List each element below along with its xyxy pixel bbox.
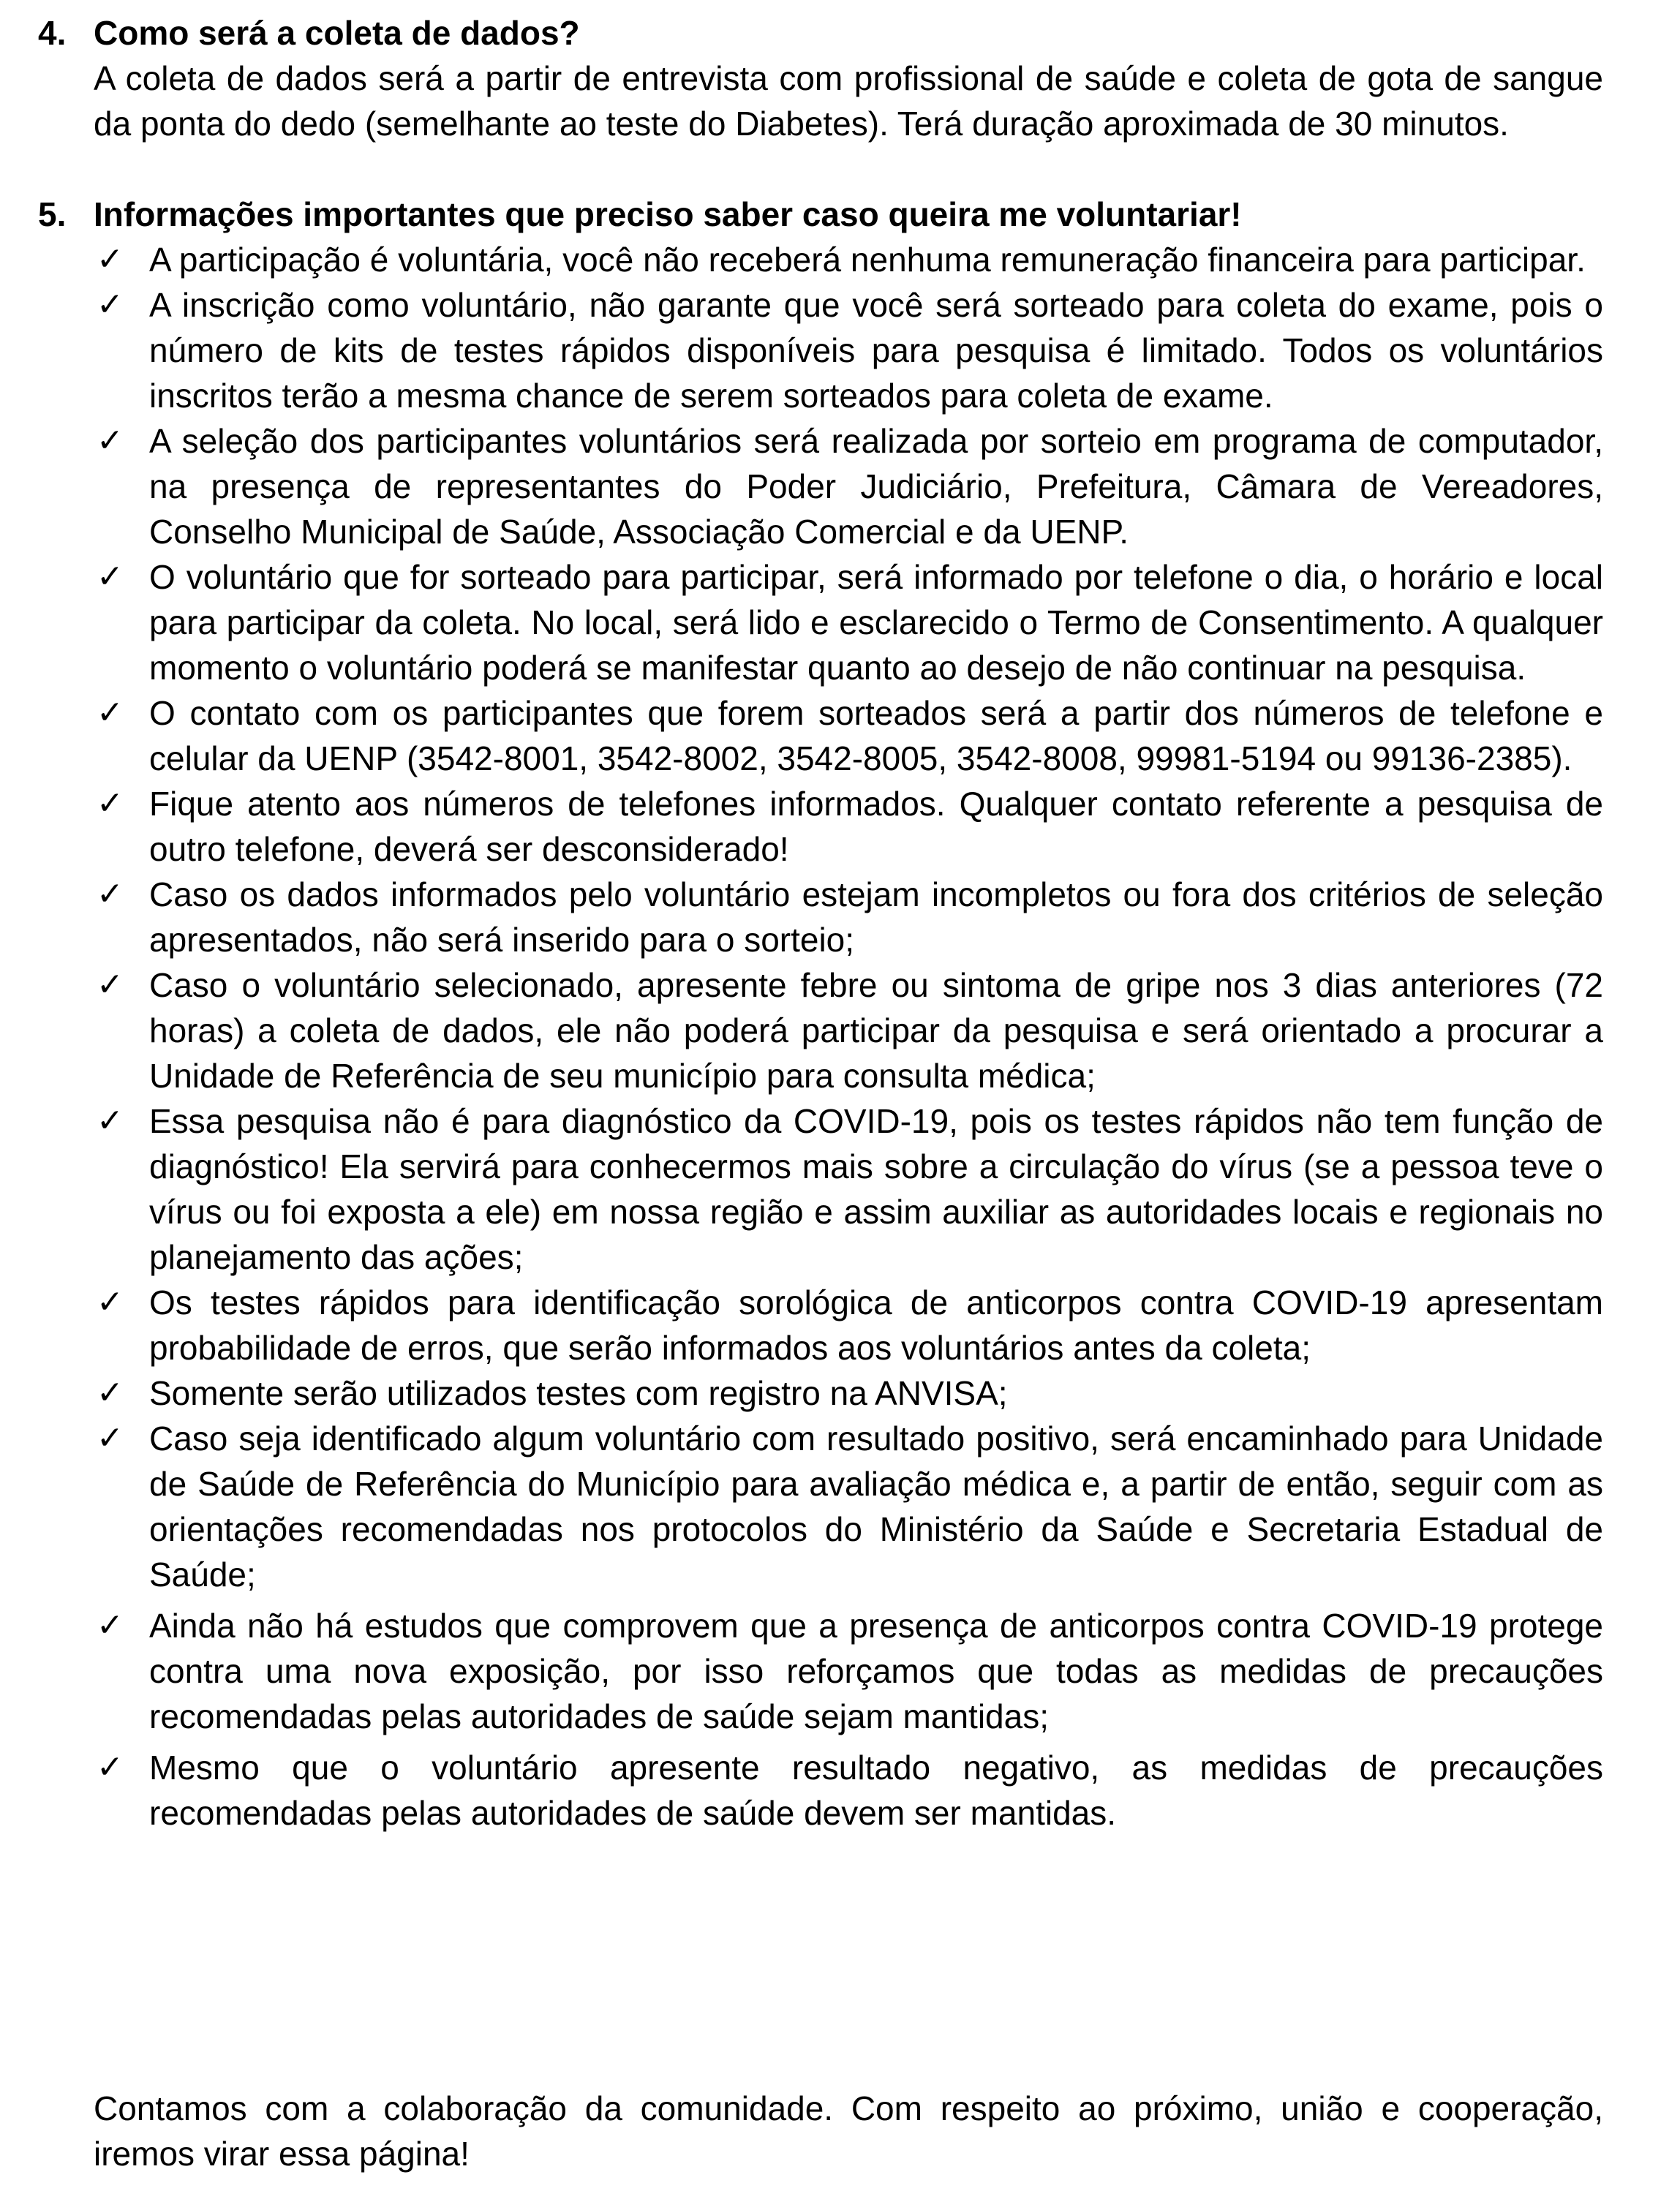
checkmark-icon: ✓ [97,286,124,323]
checklist-item [94,962,1603,1098]
section-5-heading: Informações importantes que preciso saber caso queira me voluntariar! [94,195,1242,233]
checklist-item-text: Fique atento aos números de telefones informados. Qualquer contato referente a pesquisa de outro telefone, deverá ser desconsiderado! [149,785,1603,868]
checklist-item [94,1603,1603,1739]
checklist-item-text: O voluntário que for sorteado para participar, será informado por telefone o dia, o horário e local para participar da coleta. No local, será lido e esclarecido o Termo de Consentimento. A qualquer momento o voluntário poderá se manifestar quanto ao desejo de não continuar na pesquisa. [149,558,1603,687]
section-4-body: A coleta de dados será a partir de entrevista com profissional de saúde e coleta de gota de sangue da ponta do dedo (semelhante ao teste do Diabetes). Terá duração aproximada de 30 minutos. [94,59,1603,143]
checklist-item-text: Ainda não há estudos que comprovem que a presença de anticorpos contra COVID-19 protege contra uma nova exposição, por isso reforçamos que todas as medidas de precauções recomendadas pelas autoridades de saúde sejam mantidas; [149,1607,1603,1735]
checklist-item-text: Essa pesquisa não é para diagnóstico da COVID-19, pois os testes rápidos não tem função de diagnóstico! Ela servirá para conhecermos mais sobre a circulação do vírus (se a pessoa teve o vírus ou foi exposta a ele) em nossa região e assim auxiliar as autoridades locais e regionais no planejamento das ações; [149,1102,1603,1276]
checkmark-icon: ✓ [97,558,124,595]
checklist-item [94,418,1603,554]
checklist-item [94,1745,1603,1836]
checkmark-icon: ✓ [97,422,124,459]
checklist-item [94,1280,1603,1370]
section-5 [38,192,1603,1836]
checkmark-icon: ✓ [97,1283,124,1321]
checklist-item-text: Caso o voluntário selecionado, apresente febre ou sintoma de gripe nos 3 dias anteriores (72 horas) a coleta de dados, ele não poderá participar da pesquisa e será orientado a procurar a Unidade de Referência de seu município para consulta médica; [149,966,1603,1095]
checklist-item [94,1416,1603,1597]
checklist-item [94,781,1603,872]
checklist-item [94,237,1603,282]
checklist-item-text: Caso seja identificado algum voluntário com resultado positivo, será encaminhado para Unidade de Saúde de Referência do Município para avaliação médica e, a partir de então, seguir com as orientações recomendadas nos protocolos do Ministério da Saúde e Secretaria Estadual de Saúde; [149,1419,1603,1594]
section-4 [38,10,1603,146]
checklist-item-text: Caso os dados informados pelo voluntário estejam incompletos ou fora dos critérios de seleção apresentados, não será inserido para o sorteio; [149,875,1603,959]
section-4-heading: Como será a coleta de dados? [94,14,580,52]
checklist [94,237,1603,1836]
checklist-item [94,1098,1603,1280]
checklist-item [94,690,1603,781]
checklist-item-text: Os testes rápidos para identificação sorológica de anticorpos contra COVID-19 apresentam probabilidade de erros, que serão informados aos voluntários antes da coleta; [149,1283,1603,1367]
checkmark-icon: ✓ [97,1419,124,1457]
checklist-item-text: A participação é voluntária, você não receberá nenhuma remuneração financeira para participar. [149,241,1586,279]
checklist-item-text: Somente serão utilizados testes com registro na ANVISA; [149,1374,1008,1412]
checkmark-icon: ✓ [97,1607,124,1644]
section-4-title-row [38,10,1603,56]
checkmark-icon: ✓ [97,694,124,731]
checklist-item-text: O contato com os participantes que forem sorteados será a partir dos números de telefone e celular da UENP (3542-8001, 3542-8002, 3542-8005, 3542-8008, 99981-5194 ou 99136-2385). [149,694,1603,777]
checkmark-icon: ✓ [97,966,124,1003]
checklist-item-text: A inscrição como voluntário, não garante que você será sorteado para coleta do exame, pois o número de kits de testes rápidos disponíveis para pesquisa é limitado. Todos os voluntários inscritos terão a mesma chance de serem sorteados para coleta de exame. [149,286,1603,415]
checklist-item [94,282,1603,418]
checklist-item [94,554,1603,690]
section-5-title-row [38,192,1603,237]
closing-paragraph: Contamos com a colaboração da comunidade. Com respeito ao próximo, união e cooperação, iremos virar essa página! [94,2089,1603,2173]
checklist-item-text: Mesmo que o voluntário apresente resultado negativo, as medidas de precauções recomendadas pelas autoridades de saúde devem ser mantidas. [149,1749,1603,1832]
checkmark-icon: ✓ [97,875,124,913]
checkmark-icon: ✓ [97,785,124,822]
section-4-number: 4. [38,14,67,52]
checklist-item [94,872,1603,962]
checklist-item [94,1370,1603,1416]
checkmark-icon: ✓ [97,1749,124,1786]
checkmark-icon: ✓ [97,1102,124,1139]
checkmark-icon: ✓ [97,241,124,278]
checkmark-icon: ✓ [97,1374,124,1411]
checklist-item-text: A seleção dos participantes voluntários será realizada por sorteio em programa de computador, na presença de representantes do Poder Judiciário, Prefeitura, Câmara de Vereadores, Conselho Municipal de Saúde, Associação Comercial e da UENP. [149,422,1603,551]
section-5-number: 5. [38,195,67,233]
